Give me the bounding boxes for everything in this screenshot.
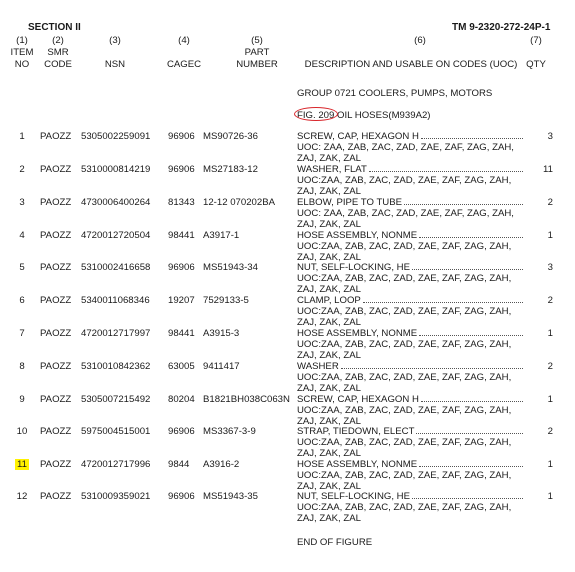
- table-row: [0, 394, 575, 426]
- part-number: MS3367-3-9: [203, 426, 256, 437]
- uoc-line-2: ZAJ, ZAK, ZAL: [297, 416, 361, 427]
- cagec: 96906: [168, 491, 195, 502]
- dot-leader: [421, 138, 523, 139]
- uoc-line: UOC:ZAA, ZAB, ZAC, ZAD, ZAE, ZAF, ZAG, ZAH,: [297, 372, 512, 383]
- quantity: 3: [547, 262, 553, 273]
- table-row: [0, 230, 575, 262]
- col-item-num: (1): [16, 35, 28, 46]
- table-row: [0, 426, 575, 458]
- uoc-line: UOC:ZAA, ZAB, ZAC, ZAD, ZAE, ZAF, ZAG, ZAH,: [297, 339, 512, 350]
- fig-title: OIL HOSES(M939A2): [337, 110, 431, 121]
- dot-leader: [404, 204, 523, 205]
- part-number: A3917-1: [203, 230, 240, 241]
- dot-leader: [421, 401, 523, 402]
- smr-code: PAOZZ: [40, 426, 72, 437]
- end-of-figure: END OF FIGURE: [297, 537, 373, 548]
- uoc-line-2: ZAJ, ZAK, ZAL: [297, 448, 361, 459]
- table-row: [0, 459, 575, 491]
- quantity: 2: [547, 295, 553, 306]
- part-number: MS51943-35: [203, 491, 258, 502]
- uoc-line-2: ZAJ, ZAK, ZAL: [297, 252, 361, 263]
- uoc-line-2: ZAJ, ZAK, ZAL: [297, 481, 361, 492]
- part-number: MS27183-12: [203, 164, 258, 175]
- col-cage-header: [166, 35, 202, 71]
- item-number-text: 5: [19, 262, 25, 273]
- uoc-line: UOC:ZAA, ZAB, ZAC, ZAD, ZAE, ZAF, ZAG, ZAH,: [297, 273, 512, 284]
- col-smr-l1: SMR: [47, 47, 69, 58]
- description-name: WASHER, FLAT: [297, 164, 367, 175]
- nsn: 5975004515001: [81, 426, 151, 437]
- dot-leader: [419, 237, 523, 238]
- uoc-line: UOC:ZAA, ZAB, ZAC, ZAD, ZAE, ZAF, ZAG, ZAH,: [297, 306, 512, 317]
- nsn: 4720012717996: [81, 459, 151, 470]
- cagec: 96906: [168, 131, 195, 142]
- nsn: 5305007215492: [81, 394, 151, 405]
- uoc-line-2: ZAJ, ZAK, ZAL: [297, 219, 361, 230]
- table-row: [0, 197, 575, 229]
- cagec: 9844: [168, 459, 190, 470]
- uoc-line: UOC:ZAA, ZAB, ZAC, ZAD, ZAE, ZAF, ZAG, ZAH,: [297, 502, 512, 513]
- uoc-line: UOC:ZAA, ZAB, ZAC, ZAD, ZAE, ZAF, ZAG, ZAH,: [297, 470, 512, 481]
- cagec: 81343: [168, 197, 195, 208]
- description: [297, 426, 525, 459]
- description-name: CLAMP, LOOP: [297, 295, 361, 306]
- table-row: [0, 262, 575, 294]
- description: [297, 328, 525, 361]
- table-row: [0, 328, 575, 360]
- nsn: 5340011068346: [81, 295, 150, 306]
- section-title: SECTION II: [28, 22, 81, 33]
- quantity: 1: [547, 328, 553, 339]
- quantity: 3: [547, 131, 553, 142]
- quantity: 11: [543, 164, 553, 175]
- smr-code: PAOZZ: [40, 459, 72, 470]
- smr-code: PAOZZ: [40, 262, 72, 273]
- col-nsn-header: [95, 35, 135, 71]
- quantity: 1: [547, 394, 553, 405]
- fig-label: FIG.: [297, 110, 316, 121]
- description-name: HOSE ASSEMBLY, NONME: [297, 328, 418, 339]
- cagec: 63005: [168, 361, 195, 372]
- quantity: 1: [547, 491, 553, 502]
- description-name: SCREW, CAP, HEXAGON H: [297, 131, 419, 142]
- item-number: [8, 230, 36, 241]
- nsn: 5310010842362: [81, 361, 151, 372]
- col-desc-l1: DESCRIPTION AND USABLE ON CODES (UOC): [304, 59, 518, 70]
- dot-leader: [412, 269, 523, 270]
- uoc-line: UOC: ZAA, ZAB, ZAC, ZAD, ZAE, ZAF, ZAG, ZAH,: [297, 208, 514, 219]
- description-name: WASHER: [297, 361, 339, 372]
- table-row: [0, 491, 575, 523]
- uoc-line-2: ZAJ, ZAK, ZAL: [297, 284, 361, 295]
- uoc-line-2: ZAJ, ZAK, ZAL: [297, 153, 361, 164]
- smr-code: PAOZZ: [40, 164, 72, 175]
- dot-leader: [369, 171, 523, 172]
- item-number: [8, 295, 36, 306]
- quantity: 1: [547, 230, 553, 241]
- description-name: HOSE ASSEMBLY, NONME: [297, 459, 418, 470]
- item-number: [8, 361, 36, 372]
- item-number: [8, 491, 36, 502]
- item-number-text: 1: [19, 131, 25, 142]
- col-smr-l2: CODE: [44, 59, 72, 70]
- col-item-l1: ITEM: [10, 47, 34, 58]
- uoc-line-2: ZAJ, ZAK, ZAL: [297, 513, 361, 524]
- part-number: MS90726-36: [203, 131, 258, 142]
- uoc-line-2: ZAJ, ZAK, ZAL: [297, 350, 361, 361]
- uoc-line: UOC:ZAA, ZAB, ZAC, ZAD, ZAE, ZAF, ZAG, ZAH,: [297, 437, 512, 448]
- uoc-line-2: ZAJ, ZAK, ZAL: [297, 317, 361, 328]
- description: [297, 491, 525, 524]
- table-row: [0, 164, 575, 196]
- uoc-line-2: ZAJ, ZAK, ZAL: [297, 383, 361, 394]
- smr-code: PAOZZ: [40, 328, 72, 339]
- smr-code: PAOZZ: [40, 491, 72, 502]
- col-qty-num: (7): [530, 35, 542, 46]
- nsn: 4720012720504: [81, 230, 151, 241]
- table-row: [0, 361, 575, 393]
- item-number-text: 11: [17, 459, 27, 470]
- part-number: B1821BH038C063N: [203, 394, 290, 405]
- description: [297, 197, 525, 230]
- red-circle-annotation: [294, 107, 338, 121]
- col-item-l2: NO: [14, 59, 30, 70]
- part-number: A3916-2: [203, 459, 240, 470]
- dot-leader: [419, 335, 523, 336]
- dot-leader: [363, 302, 523, 303]
- item-number-text: 4: [19, 230, 25, 241]
- dot-leader: [412, 498, 523, 499]
- item-number: [8, 164, 36, 175]
- item-number: [8, 459, 36, 470]
- uoc-line: UOC: ZAA, ZAB, ZAC, ZAD, ZAE, ZAF, ZAG, ZAH,: [297, 142, 514, 153]
- dot-leader: [341, 368, 523, 369]
- cagec: 98441: [168, 230, 195, 241]
- description: [297, 230, 525, 263]
- nsn: 5310000814219: [81, 164, 151, 175]
- smr-code: PAOZZ: [40, 394, 72, 405]
- cagec: 80204: [168, 394, 195, 405]
- col-desc-num: (6): [414, 35, 426, 46]
- item-number-text: 2: [19, 164, 25, 175]
- group-title: GROUP 0721 COOLERS, PUMPS, MOTORS: [297, 88, 493, 99]
- col-qty-header: [526, 35, 546, 71]
- item-number-text: 7: [19, 328, 25, 339]
- item-number-text: 3: [19, 197, 25, 208]
- col-nsn-num: (3): [109, 35, 121, 46]
- nsn: 4720012717997: [81, 328, 151, 339]
- item-number: [8, 262, 36, 273]
- table-row: [0, 295, 575, 327]
- nsn: 5310009359021: [81, 491, 151, 502]
- description: [297, 262, 525, 295]
- col-cage-num: (4): [178, 35, 190, 46]
- nsn: 4730006400264: [81, 197, 151, 208]
- part-number: 7529133-5: [203, 295, 249, 306]
- description: [297, 459, 525, 492]
- item-number: [8, 197, 36, 208]
- description-name: HOSE ASSEMBLY, NONME: [297, 230, 418, 241]
- item-number-text: 8: [19, 361, 25, 372]
- col-part-num: (5): [251, 35, 263, 46]
- uoc-line: UOC:ZAA, ZAB, ZAC, ZAD, ZAE, ZAF, ZAG, ZAH,: [297, 175, 512, 186]
- table-row: [0, 131, 575, 163]
- item-number-text: 10: [16, 426, 28, 437]
- cagec: 96906: [168, 164, 195, 175]
- item-number: [8, 394, 36, 405]
- description: [297, 131, 525, 164]
- description-name: ELBOW, PIPE TO TUBE: [297, 197, 403, 208]
- description-name: NUT, SELF-LOCKING, HE: [297, 262, 411, 273]
- part-number: MS51943-34: [203, 262, 258, 273]
- uoc-line-2: ZAJ, ZAK, ZAL: [297, 186, 361, 197]
- smr-code: PAOZZ: [40, 361, 72, 372]
- col-part-l1: PART: [244, 47, 270, 58]
- cagec: 96906: [168, 426, 195, 437]
- col-qty-l1: QTY: [526, 59, 546, 70]
- cagec: 98441: [168, 328, 195, 339]
- col-nsn-l1: NSN: [104, 59, 126, 70]
- col-smr-header: [40, 35, 76, 71]
- cagec: 96906: [168, 262, 195, 273]
- uoc-line: UOC:ZAA, ZAB, ZAC, ZAD, ZAE, ZAF, ZAG, ZAH,: [297, 241, 512, 252]
- col-smr-num: (2): [52, 35, 64, 46]
- item-number-text: 9: [19, 394, 25, 405]
- description: [297, 394, 525, 427]
- smr-code: PAOZZ: [40, 131, 72, 142]
- col-desc-header: [297, 35, 525, 71]
- part-number: A3915-3: [203, 328, 240, 339]
- dot-leader: [416, 433, 523, 434]
- item-number-text: 6: [19, 295, 25, 306]
- col-part-header: [232, 35, 282, 71]
- smr-code: PAOZZ: [40, 295, 72, 306]
- part-number: 12-12 070202BA: [203, 197, 276, 208]
- fig-number: 209: [318, 110, 335, 121]
- smr-code: PAOZZ: [40, 230, 72, 241]
- description-name: SCREW, CAP, HEXAGON H: [297, 394, 419, 405]
- nsn: 5305002259091: [81, 131, 151, 142]
- description-name: NUT, SELF-LOCKING, HE: [297, 491, 411, 502]
- item-number: [8, 328, 36, 339]
- quantity: 2: [547, 361, 553, 372]
- item-number: [8, 426, 36, 437]
- item-number-text: 12: [16, 491, 28, 502]
- uoc-line: UOC:ZAA, ZAB, ZAC, ZAD, ZAE, ZAF, ZAG, ZAH,: [297, 405, 512, 416]
- col-cage-l1: CAGEC: [166, 59, 202, 70]
- col-item-header: [8, 35, 36, 71]
- part-number: 9411417: [203, 361, 240, 372]
- cagec: 19207: [168, 295, 195, 306]
- quantity: 2: [547, 426, 553, 437]
- description: [297, 361, 525, 394]
- description: [297, 164, 525, 197]
- description: [297, 295, 525, 328]
- description-name: STRAP, TIEDOWN, ELECT: [297, 426, 415, 437]
- col-part-l2: NUMBER: [236, 59, 278, 70]
- smr-code: PAOZZ: [40, 197, 72, 208]
- tm-number: TM 9-2320-272-24P-1: [452, 22, 551, 33]
- dot-leader: [419, 466, 523, 467]
- nsn: 5310002416658: [81, 262, 151, 273]
- item-number: [8, 131, 36, 142]
- quantity: 2: [547, 197, 553, 208]
- quantity: 1: [547, 459, 553, 470]
